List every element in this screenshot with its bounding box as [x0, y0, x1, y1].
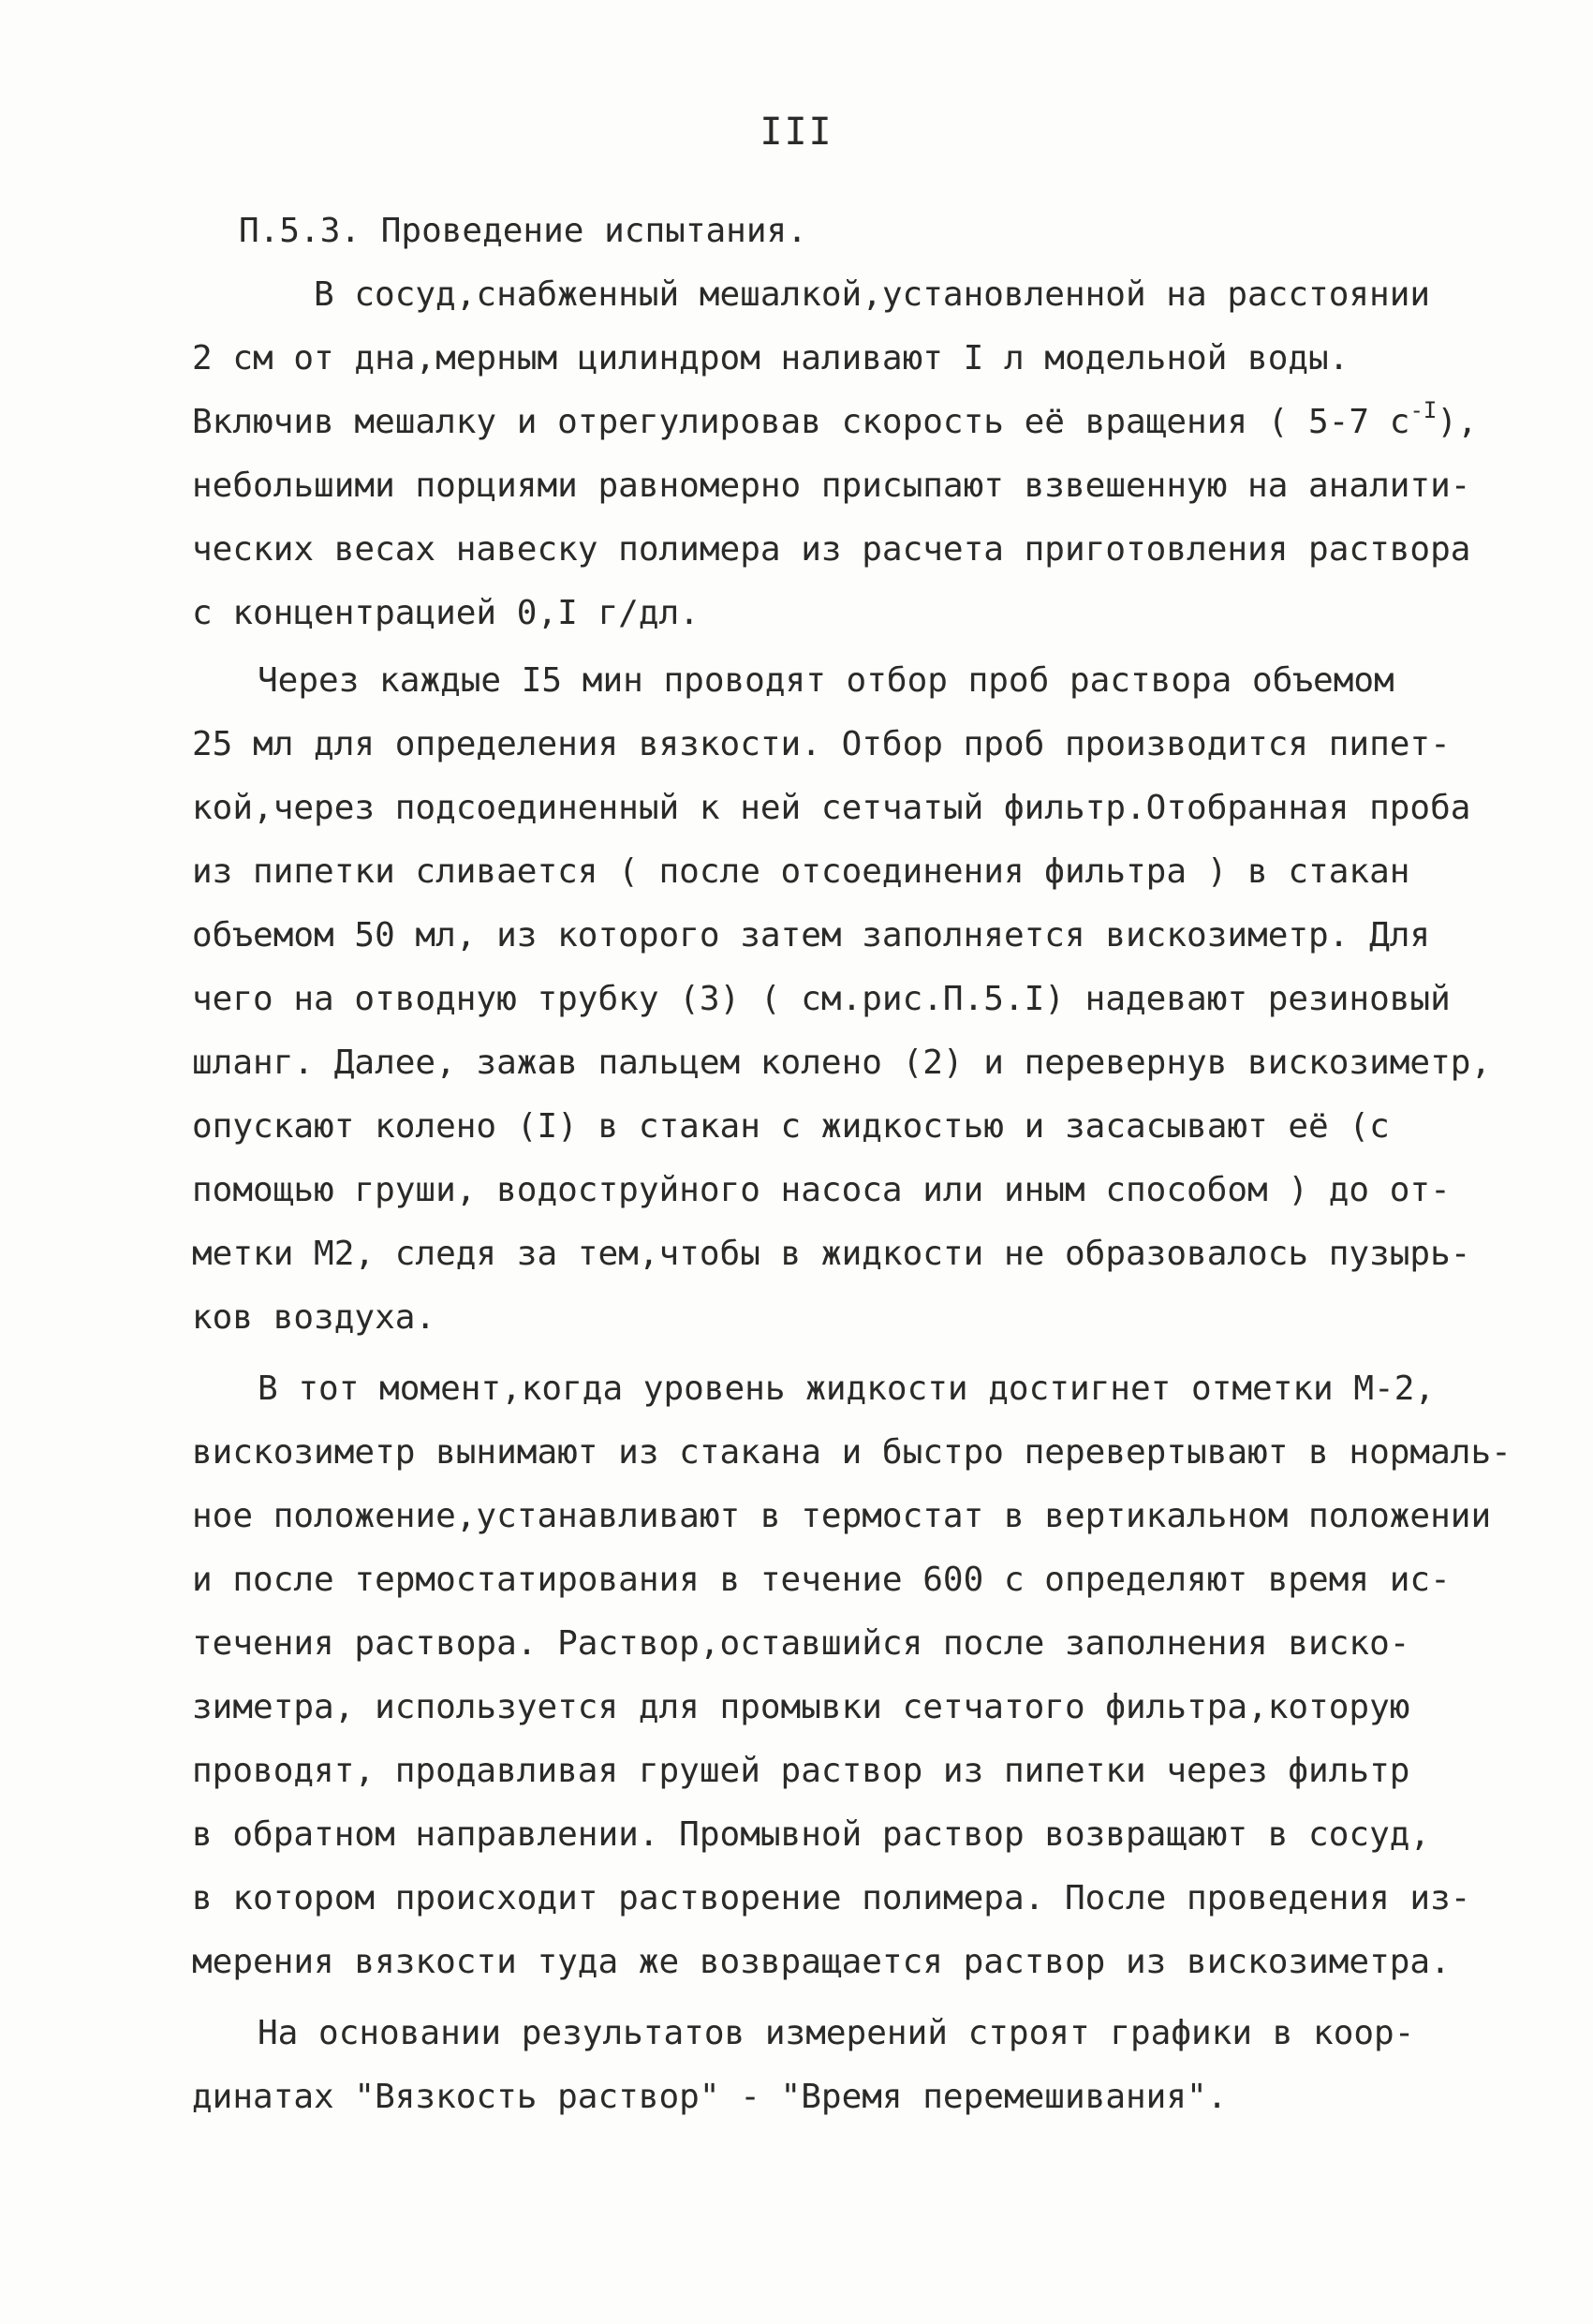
text-line: [192, 399, 1478, 446]
text-line: небольшими порциями равномерно присыпают взвешенную на аналити-: [192, 466, 1471, 505]
text-line: вискозиметр вынимают из стакана и быстро перевертывают в нормаль-: [192, 1433, 1512, 1472]
text-line: зиметра, используется для промывки сетчатого фильтра,которую: [192, 1688, 1410, 1726]
text-line: шланг. Далее, зажав пальцем колено (2) и перевернув вискозиметр,: [192, 1044, 1492, 1082]
text-line: ков воздуха.: [192, 1298, 436, 1337]
text-line: кой,через подсоединенный к ней сетчатый фильтр.Отобранная проба: [192, 789, 1471, 827]
text-line: В сосуд,снабженный мешалкой,установленной на расстоянии: [314, 275, 1431, 314]
text-line: 2 см от дна,мерным цилиндром наливают I л модельной воды.: [192, 339, 1350, 377]
text-line: На основании результатов измерений строят графики в коор-: [258, 2014, 1415, 2052]
text-line: проводят, продавливая грушей раствор из пипетки через фильтр: [192, 1752, 1410, 1790]
text-line: ческих весах навеску полимера из расчета приготовления раствора: [192, 530, 1471, 569]
text-line: В тот момент,когда уровень жидкости достигнет отметки М-2,: [258, 1369, 1436, 1408]
text-line: метки М2, следя за тем,чтобы в жидкости не образовалось пузырь-: [192, 1235, 1471, 1273]
text-segment: Включив мешалку и отрегулировав скорость её вращения ( 5-7 с: [192, 403, 1410, 441]
text-line: объемом 50 мл, из которого затем заполняется вискозиметр. Для: [192, 916, 1431, 955]
page-number: III: [760, 111, 833, 154]
text-line: с концентрацией 0,I г/дл.: [192, 594, 700, 632]
text-line: и после термостатирования в течение 600 с определяют время ис-: [192, 1561, 1451, 1599]
text-line: в обратном направлении. Промывной раствор возвращают в сосуд,: [192, 1815, 1431, 1854]
text-line: 25 мл для определения вязкости. Отбор проб производится пипет-: [192, 725, 1451, 763]
text-segment: ),: [1437, 403, 1478, 441]
text-line: помощью груши, водоструйного насоса или иным способом ) до от-: [192, 1171, 1451, 1209]
text-line: ное положение,устанавливают в термостат в вертикальном положении: [192, 1497, 1492, 1535]
text-line: мерения вязкости туда же возвращается раствор из вискозиметра.: [192, 1943, 1451, 1981]
text-line: динатах "Вязкость раствор" - "Время перемешивания".: [192, 2078, 1228, 2116]
text-line: в котором происходит растворение полимера. После проведения из-: [192, 1879, 1471, 1917]
text-line: опускают колено (I) в стакан с жидкостью и засасывают её (с: [192, 1107, 1390, 1146]
superscript: -I: [1409, 397, 1438, 423]
text-line: из пипетки сливается ( после отсоединения фильтра ) в стакан: [192, 852, 1410, 891]
text-line: течения раствора. Раствор,оставшийся после заполнения виско-: [192, 1624, 1410, 1663]
text-line: Через каждые I5 мин проводят отбор проб раствора объемом: [258, 661, 1394, 700]
section-heading: П.5.3. Проведение испытания.: [239, 212, 807, 250]
text-line: чего на отводную трубку (3) ( см.рис.П.5.I) надевают резиновый: [192, 980, 1451, 1018]
